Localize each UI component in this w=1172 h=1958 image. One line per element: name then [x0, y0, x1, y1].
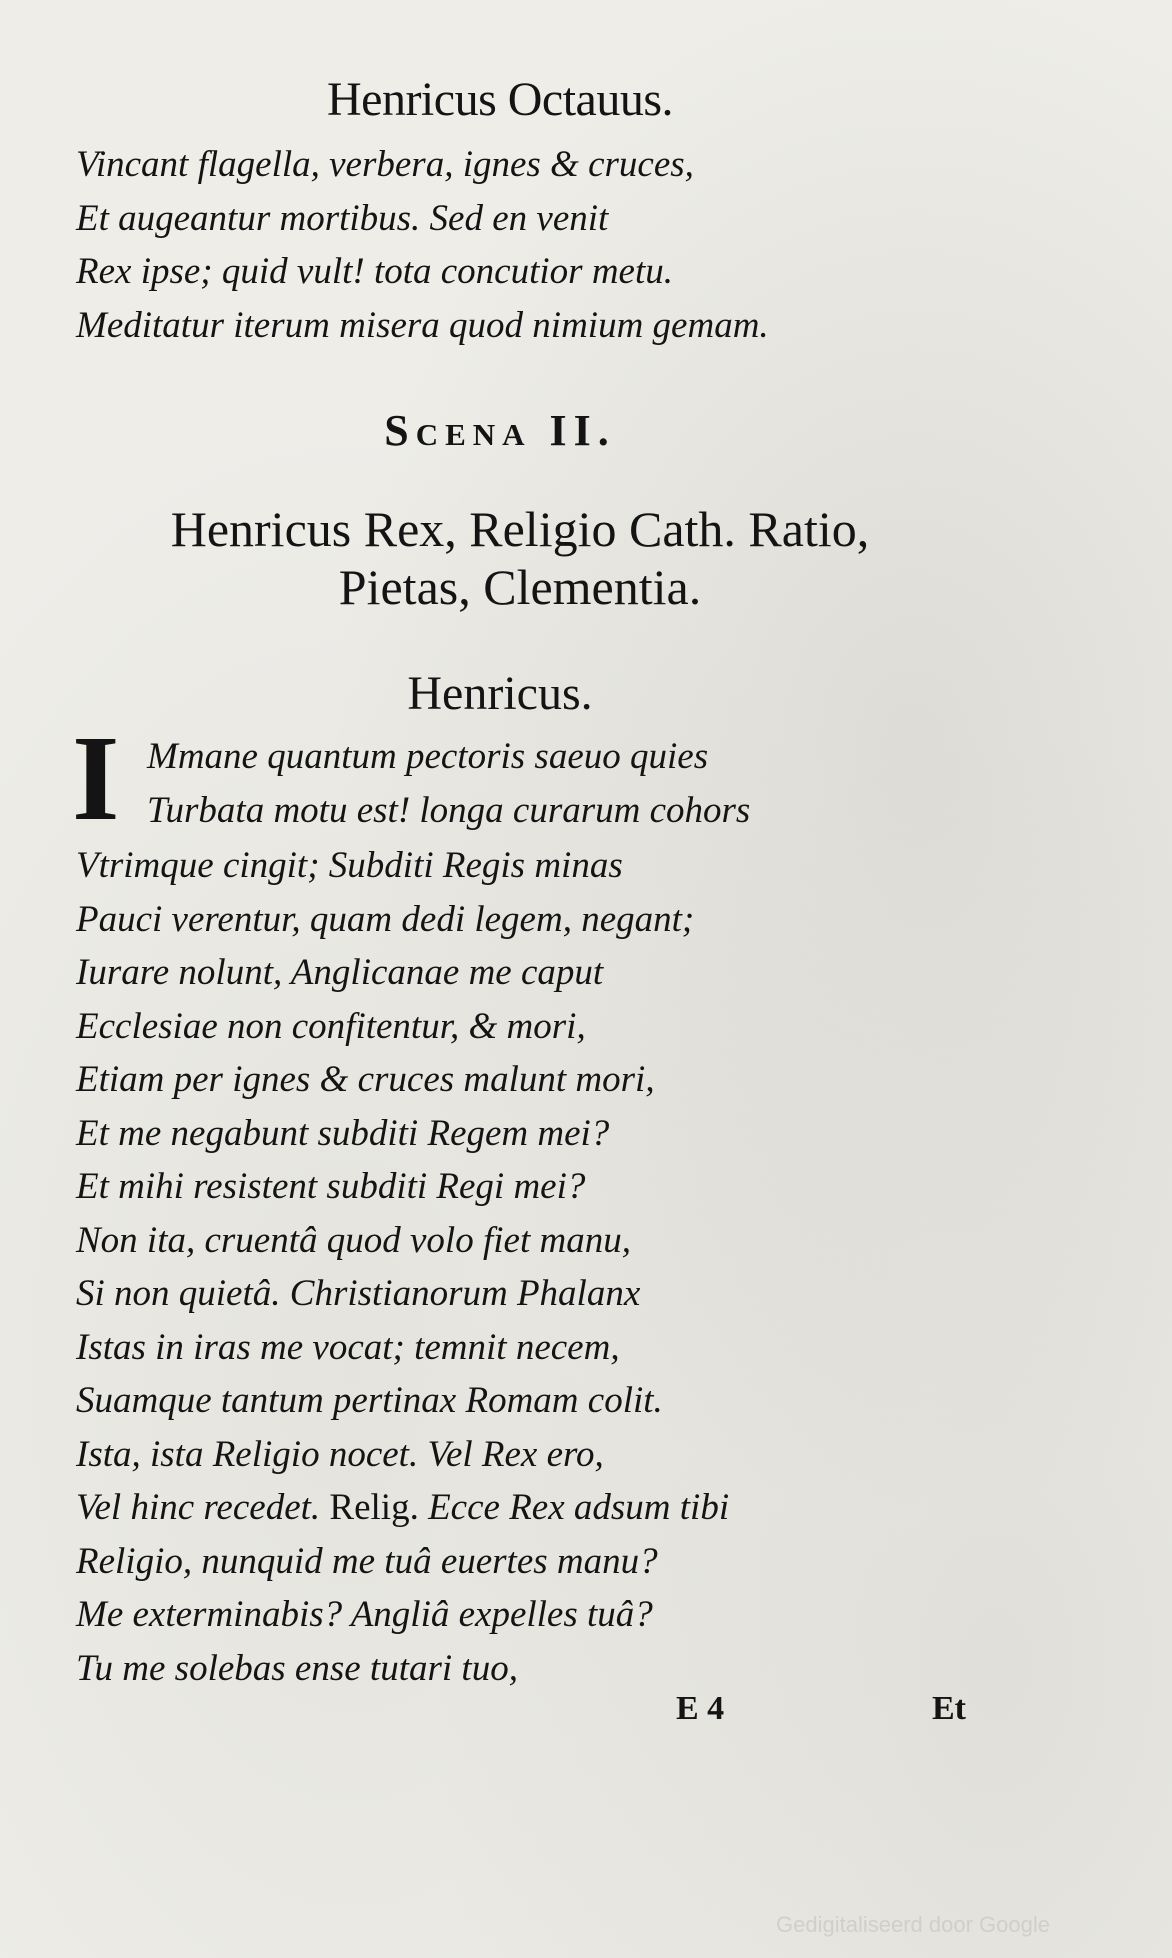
verse-line: Meditatur iterum misera quod nimium gemam. — [76, 304, 769, 346]
opening-verse-block — [147, 730, 750, 837]
main-verse-block — [76, 839, 729, 1695]
verse-line: Turbata motu est! longa curarum cohors — [147, 789, 751, 831]
verse-line: Istas in iras me vocat; temnit necem, — [76, 1326, 620, 1368]
verse-line-with-speaker — [76, 1481, 729, 1535]
drop-cap: I — [72, 711, 120, 846]
verse-line: Mmane quantum pectoris saeuo quies — [147, 736, 709, 777]
running-head: Henricus Octauus. — [326, 73, 674, 126]
verse-line: Etiam per ignes & cruces malunt mori, — [76, 1059, 655, 1100]
top-verse-block — [76, 138, 769, 352]
verse-fragment: Ecce Rex adsum tibi — [418, 1487, 730, 1528]
verse-line: Et augeantur mortibus. Sed en venit — [76, 197, 609, 239]
verse-line: Ista, ista Religio nocet. Vel Rex ero, — [76, 1433, 604, 1475]
speaker-tag: Relig. — [329, 1487, 419, 1528]
verse-line: Et me negabunt subditi Regem mei? — [76, 1112, 610, 1154]
verse-fragment: Vel hinc recedet. — [76, 1487, 330, 1528]
speaker-heading: Henricus. — [407, 667, 593, 720]
signature-mark: E 4 — [676, 1690, 725, 1727]
personae-line: Henricus Rex, Religio Cath. Ratio, — [170, 501, 870, 557]
scene-title: Scena II. — [384, 406, 616, 455]
verse-line: Me exterminabis? Angliâ expelles tuâ? — [76, 1594, 653, 1635]
verse-line: Rex ipse; quid vult! tota concutior metu. — [76, 251, 673, 292]
verse-line: Ecclesiae non confitentur, & mori, — [76, 1005, 586, 1047]
verse-line: Si non quietâ. Christianorum Phalanx — [76, 1273, 641, 1314]
digitization-watermark: Gedigitaliseerd door Google — [776, 1912, 1050, 1937]
verse-line: Iurare nolunt, Anglicanae me caput — [76, 952, 604, 993]
verse-line: Tu me solebas ense tutari tuo, — [76, 1647, 518, 1689]
verse-line: Non ita, cruentâ quod volo fiet manu, — [76, 1219, 631, 1261]
verse-line: Religio, nunquid me tuâ euertes manu? — [76, 1540, 658, 1582]
verse-line: Vincant flagella, verbera, ignes & cruces, — [76, 144, 694, 185]
verse-line: Suamque tantum pertinax Romam colit. — [76, 1380, 663, 1421]
catchword: Et — [932, 1690, 966, 1727]
personae-line: Pietas, Clementia. — [338, 559, 702, 615]
verse-line: Pauci verentur, quam dedi legem, negant; — [76, 898, 695, 940]
verse-line: Vtrimque cingit; Subditi Regis minas — [76, 845, 623, 886]
dramatis-personae — [0, 500, 1040, 616]
verse-line: Et mihi resistent subditi Regi mei? — [76, 1166, 586, 1207]
